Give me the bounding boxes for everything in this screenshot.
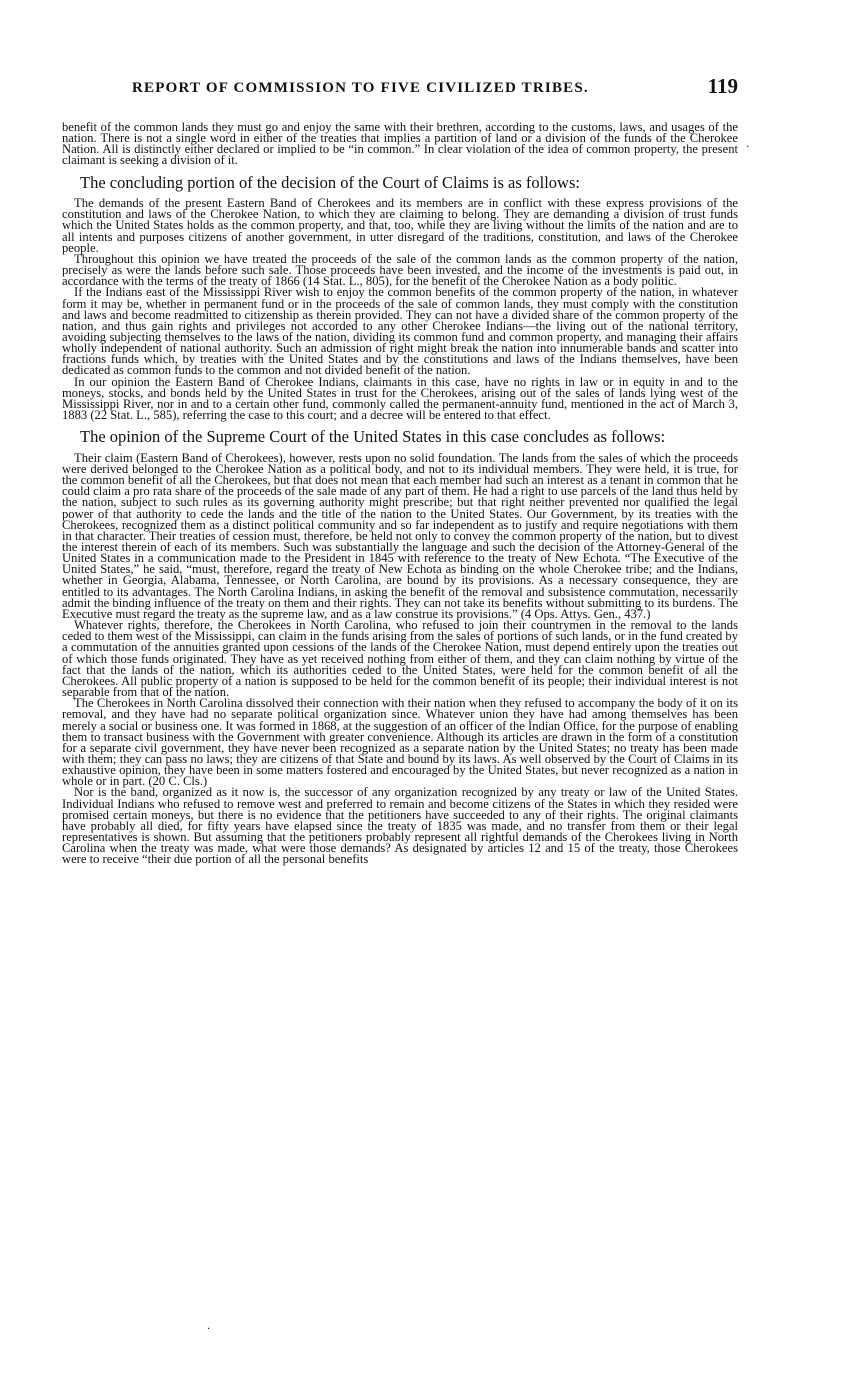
opening-paragraph: benefit of the common lands they must go and enjoy the same with their brethren, according to the customs, laws, and usages of the nation. There is not a single word in either of the treaties that implies a partition of land or a division of the funds of the Cherokee Nation. All is distinctly either declared or implied to be “in common.” In clear violation of the idea of common property, the present claimant is seeking a division of it. <box>62 120 738 168</box>
quote-paragraph: The demands of the present Eastern Band of Cherokees and its members are in conflict with these express provisions of the constitution and laws of the Cherokee Nation, to which they are claiming to belong. They are demanding a division of trust funds which the United States holds as the common property, and that, too, while they are living without the limits of the nation and are to all intents and purposes citizens of another government, in utter disregard of the traditions, constitution, and laws of the Cherokee people. <box>62 196 738 255</box>
court-of-claims-heading: The concluding portion of the decision of the Court of Claims is as follows: <box>80 172 580 192</box>
quote-paragraph: The Cherokees in North Carolina dissolved their connection with their nation when they refused to accompany the body of it on its removal, and they have had no separate political organization since. Whatever union they have had among themselves has been merely a social or business one. It was formed in 1868, at the suggestion of an officer of the Indian Office, for the purpose of enabling them to transact business with the Government with greater convenience. Although its articles are drawn in the form of a constitution for a separate civil government, they have never been recognized as a separate nation by the United States; no treaty has been made with them; they can pass no laws; they are citizens of that State and bound by its laws. As well observed by the Court of Claims in its exhaustive opinion, they have been in some matters fostered and encouraged by the United States, but never recognized as a nation in whole or in part. (20 C. Cls.) <box>62 696 738 789</box>
quote-paragraph: Their claim (Eastern Band of Cherokees), however, rests upon no solid foundation. The lands from the sales of which the proceeds were derived belonged to the Cherokee Nation as a political body, and not to its individual members. They were held, it is true, for the common benefit of all the Cherokees, but that does not mean that each member had such an interest as a tenant in common that he could claim a pro rata share of the proceeds of the sale made of any part of them. He had a right to use parcels of the land thus held by the nation, subject to such rules as its governing authority might prescribe; but that right neither prevented nor qualified the legal power of that authority to cede the lands and the title of the nation to the United States. Our Government, by its treaties with the Cherokees, recognized them as a distinct political community and so far independent as to justify and require negotiations with them in that character. Their treaties of cession must, therefore, be held not only to convey the common property of the nation, but to divest the interest therein of each of its members. Such was substantially the language and such the decision of the Attorney-General of the United States in a communication made to the President in 1845 with reference to the treaty of New Echota. “The Executive of the United States,” he said, “must, therefore, regard the treaty of New Echota as binding on the whole Cherokee tribe; and the Indians, whether in Georgia, Alabama, Tennessee, or North Carolina, are bound by its provisions. As a necessary consequence, they are entitled to its advantages. The North Carolina Indians, in asking the benefit of the removal and subsistence commutation, necessarily admit the binding influence of the treaty on them and their rights. They can not take its benefits without submitting to its burdens. The Executive must regard the treaty as the supreme law, and as a law construe its provisions.” (4 Ops. Attys. Gen., 437.) <box>62 450 738 621</box>
quote-paragraph: In our opinion the Eastern Band of Cherokee Indians, claimants in this case, have no rights in law or in equity in and to the moneys, stocks, and bonds held by the United States in trust for the Cherokees, arising out of the sales of lands lying west of the Mississippi River, nor in and to a certain other fund, commonly called the permanent-annuity fund, mentioned in the act of March 3, 1883 (22 Stat. L., 585), referring the case to this court; and a decree will be entered to that effect. <box>62 374 738 423</box>
court-of-claims-quote <box>62 198 738 421</box>
opening-paragraph-block <box>62 122 738 167</box>
quote-paragraph: Nor is the band, organized as it now is, the successor of any organization recognized by any treaty or law of the United States. Individual Indians who refused to remove west and preferred to remain and become citizens of the States in which they resided were promised certain moneys, but there is no evidence that the petitioners have succeeded to any of their rights. The original claimants have probably all died, for fifty years have elapsed since the treaty of 1835 was made, and no transfer from them or their legal representatives is shown. But assuming that the petitioners probably represent all rightful demands of the Cherokees living in North Carolina when the treaty was made, what were those demands? As designated by articles 12 and 15 of the treaty, those Cherokees were to receive “their due portion of all the personal benefits <box>62 785 738 867</box>
quote-paragraph: Throughout this opinion we have treated the proceeds of the sale of the common lands as the common property of the nation, precisely as were the lands before such sale. Those proceeds have been invested, and the income of the investments is paid out, in accordance with the terms of the treaty of 1866 (14 Stat. L., 805), for the benefit of the Cherokee Nation as a body politic. <box>62 251 738 289</box>
supreme-court-heading: The opinion of the Supreme Court of the United States in this case concludes as follows: <box>80 427 666 447</box>
document-page <box>62 70 738 866</box>
page-header <box>62 70 738 100</box>
quote-paragraph: If the Indians east of the Mississippi River wish to enjoy the common benefits of the common property of the nation, in whatever form it may be, whether in permanent fund or in the proceeds of the sale of common lands, they must comply with the constitution and laws and become readmitted to citizenship as therein provided. They can not have a divided share of the common property of the nation, and thus gain rights and privileges not accorded to any other Cherokee Indians—the living out of the national territory, avoiding subjecting themselves to the laws of the nation, dividing its common fund and common property, and managing their affairs wholly independent of national authority. Such an admission of right might break the nation into innumerable bands and scatter into fractions funds which, by treaties with the United States and by the constitutions and laws of the Indians themselves, have been dedicated as common funds to the common and not divided benefit of the nation. <box>62 285 738 378</box>
bottom-dot: · <box>207 1324 211 1335</box>
supreme-court-quote <box>62 450 738 867</box>
running-head: REPORT OF COMMISSION TO FIVE CIVILIZED TRIBES. <box>132 80 589 96</box>
quote-paragraph: Whatever rights, therefore, the Cherokees in North Carolina, who refused to join their countrymen in the removal to the lands ceded to them west of the Mississippi, can claim in the funds arising from the sales of portions of such lands, or in the fund created by a commutation of the annuities granted upon cessions of the lands of the Cherokee Nation, must depend entirely upon the treaties out of which those funds originated. They have as yet received nothing from either of them, and they can claim nothing by virtue of the fact that the lands of the nation, which its authorities ceded to the United States, were held for the common benefit of all the Cherokees. All public property of a nation is supposed to be held for the common benefit of its people; their individual interest is not separable from that of the nation. <box>62 618 738 700</box>
margin-dot: · <box>746 140 750 153</box>
page-number: 119 <box>707 74 738 98</box>
